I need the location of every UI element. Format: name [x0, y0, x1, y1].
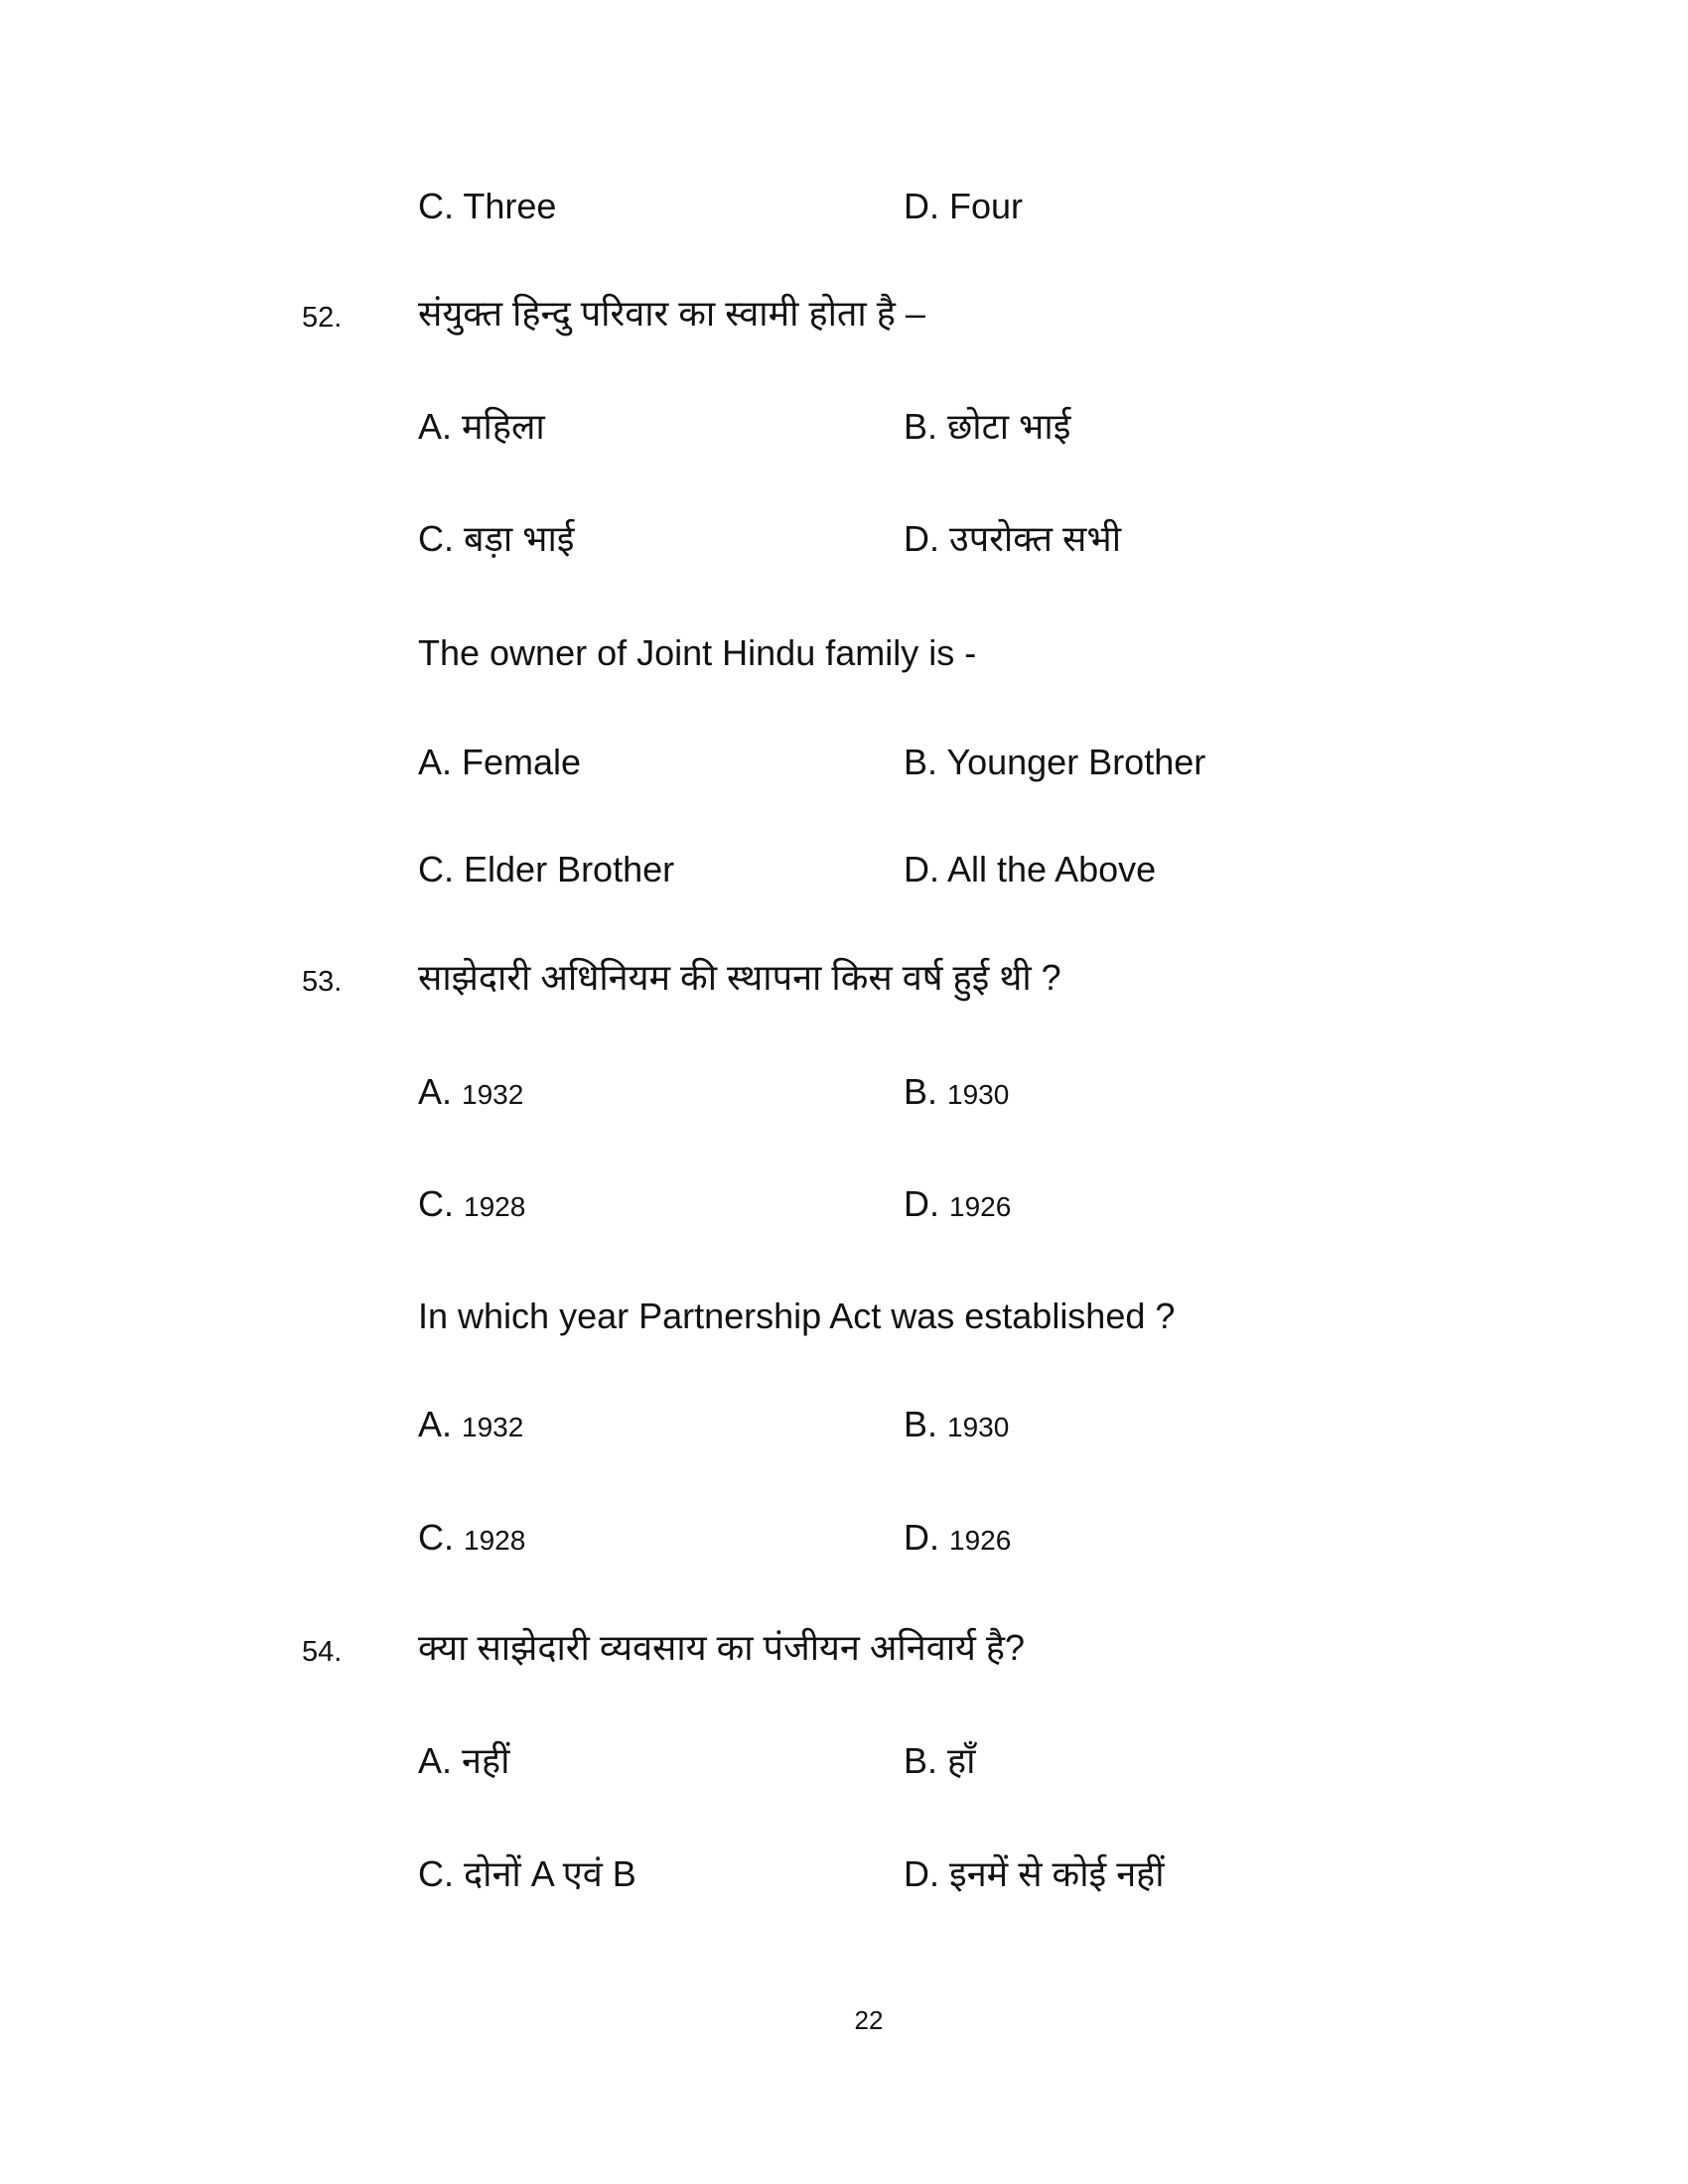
option-text: 1926: [949, 1191, 1012, 1222]
option-text: 1926: [949, 1525, 1012, 1556]
option-text: 1928: [464, 1525, 526, 1556]
option-letter: A.: [418, 406, 453, 447]
option-letter: A.: [418, 1740, 453, 1781]
q52-hi-option-b: [904, 406, 1071, 447]
q51-option-c: [418, 186, 557, 226]
option-text: बड़ा भाई: [464, 518, 575, 559]
option-letter: C.: [418, 1517, 454, 1558]
q52-hi-option-c: [418, 518, 575, 559]
option-text: All the Above: [947, 849, 1157, 889]
q53-hi-option-c: [418, 1183, 526, 1224]
q53-en-option-b: [904, 1404, 1010, 1444]
q53-en-option-d: [904, 1517, 1012, 1558]
question-number-53: 53.: [302, 966, 343, 998]
option-letter: A.: [418, 742, 453, 782]
q54-hi-option-b: [904, 1740, 976, 1781]
option-text: 1928: [464, 1191, 526, 1222]
option-text: 1930: [947, 1079, 1010, 1110]
q53-en-option-a: [418, 1404, 524, 1444]
option-letter: D.: [904, 1183, 939, 1224]
option-letter: C.: [418, 1183, 454, 1224]
q52-en-option-c: [418, 849, 675, 889]
page-number: 22: [854, 2005, 884, 2035]
question-52-english: The owner of Joint Hindu family is -: [418, 632, 977, 673]
question-52-hindi: संयुक्त हिन्दु परिवार का स्वामी होता है –: [418, 293, 925, 334]
option-letter: A.: [418, 1404, 453, 1444]
option-text: Elder Brother: [464, 849, 675, 889]
option-text: Three: [463, 186, 557, 226]
option-text: छोटा भाई: [947, 406, 1071, 447]
q54-hi-option-d: [904, 1853, 1165, 1894]
option-text: नहीं: [462, 1740, 510, 1781]
q53-hi-option-b: [904, 1071, 1010, 1112]
option-text: हाँ: [947, 1740, 976, 1781]
question-53-english: In which year Partnership Act was established ?: [418, 1296, 1176, 1336]
option-letter: C.: [418, 1853, 454, 1894]
q53-en-option-c: [418, 1517, 526, 1558]
q52-en-option-a: [418, 742, 582, 782]
option-text: Four: [949, 186, 1024, 226]
q53-hi-option-a: [418, 1071, 524, 1112]
q54-hi-option-c: [418, 1853, 636, 1894]
option-letter: B.: [904, 1740, 938, 1781]
option-text: 1932: [462, 1412, 524, 1442]
question-number-52: 52.: [302, 302, 343, 334]
option-letter: D.: [904, 186, 939, 226]
q52-hi-option-d: [904, 518, 1122, 559]
option-letter: B.: [904, 1404, 938, 1444]
option-letter: B.: [904, 1071, 938, 1112]
question-54-hindi: क्या साझेदारी व्यवसाय का पंजीयन अनिवार्य है?: [418, 1627, 1026, 1668]
option-letter: C.: [418, 186, 454, 226]
q52-en-option-b: [904, 742, 1206, 782]
q53-hi-option-d: [904, 1183, 1012, 1224]
option-letter: D.: [904, 849, 939, 889]
q52-en-option-d: [904, 849, 1157, 889]
option-letter: D.: [904, 1517, 939, 1558]
option-letter: A.: [418, 1071, 453, 1112]
option-text: Female: [462, 742, 582, 782]
option-text: 1930: [947, 1412, 1010, 1442]
q52-hi-option-a: [418, 406, 545, 447]
option-letter: B.: [904, 406, 938, 447]
option-letter: B.: [904, 742, 938, 782]
q51-option-d: [904, 186, 1024, 226]
option-text: Younger Brother: [946, 742, 1206, 782]
option-text: उपरोक्त सभी: [949, 518, 1122, 559]
option-letter: D.: [904, 518, 939, 559]
option-letter: C.: [418, 849, 454, 889]
q54-hi-option-a: [418, 1740, 510, 1781]
option-text: इनमें से कोई नहीं: [949, 1853, 1165, 1894]
question-number-54: 54.: [302, 1636, 343, 1668]
option-text: 1932: [462, 1079, 524, 1110]
option-letter: D.: [904, 1853, 939, 1894]
option-text: महिला: [462, 406, 545, 447]
question-53-hindi: साझेदारी अधिनियम की स्थापना किस वर्ष हुई थी ?: [418, 957, 1061, 998]
option-letter: C.: [418, 518, 454, 559]
option-text: दोनों A एवं B: [464, 1853, 636, 1894]
